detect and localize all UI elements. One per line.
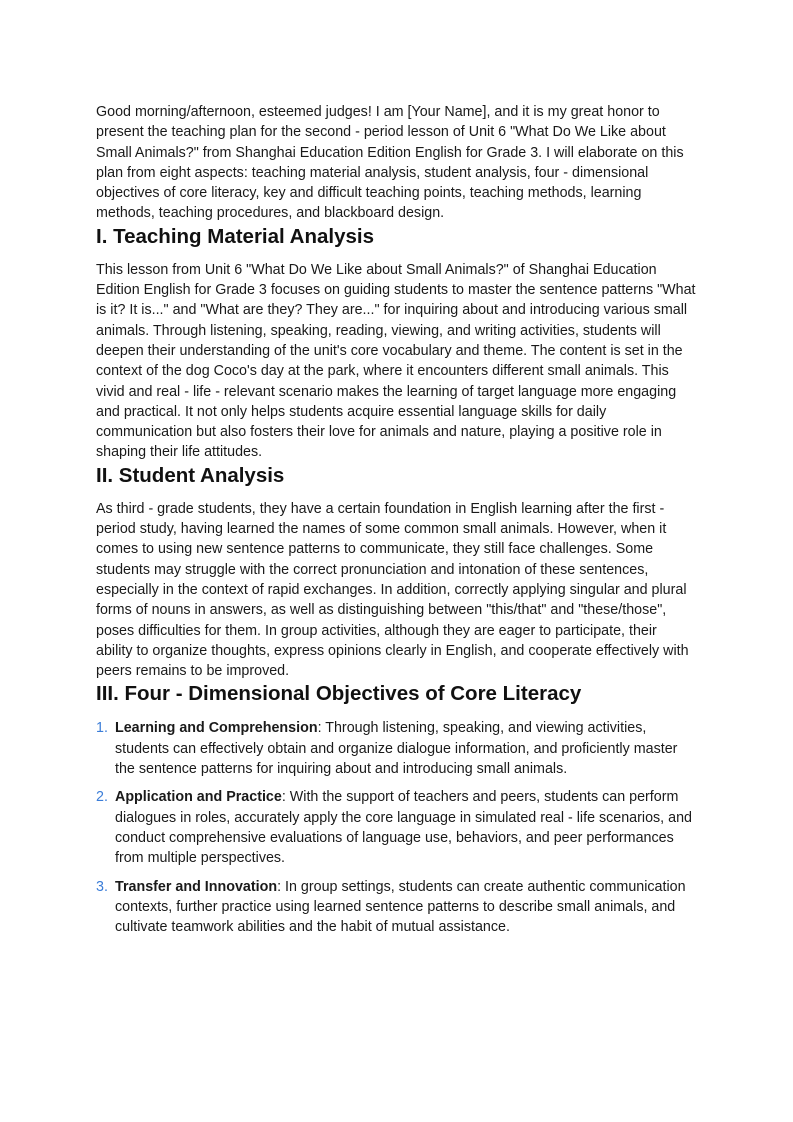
section-heading-student-analysis: II. Student Analysis [96,463,285,487]
objective-title: Application and Practice [115,789,282,806]
section-heading-teaching-material: I. Teaching Material Analysis [96,224,374,248]
intro-paragraph: Good morning/afternoon, esteemed judges! I am [Your Name], and it is my great honor to present the teaching plan for the second - period lesson of Unit 6 "What Do We Like about Small Animals?" from Shanghai Education Edition English for Grade 3. I will elaborate on this plan from eight aspects: teaching material analysis, student analysis, four - dimensional objectives of core literacy, key and difficult teaching points, teaching methods, learning methods, teaching procedures, and blackboard design. [96,104,684,222]
list-item [96,718,696,779]
teaching-material-paragraph: This lesson from Unit 6 "What Do We Like about Small Animals?" of Shanghai Education Edition English for Grade 3 focuses on guiding students to master the sentence patterns "What is it? It is..." and "What are they? They are..." for inquiring about and introducing various small animals. Through listening, speaking, reading, viewing, and writing activities, students will deepen their understanding of the unit's core vocabulary and theme. The content is set in the context of the dog Coco's day at the park, where it encounters different small animals. This vivid and real - life - relevant scenario makes the learning of target language more engaging and practical. It not only helps students acquire essential language skills for daily communication but also fosters their love for animals and nature, playing a positive role in shaping their life attitudes. [96,261,696,461]
list-number: 2. [96,789,108,806]
objective-title: Learning and Comprehension [115,720,318,737]
list-number: 3. [96,878,108,895]
objectives-list [96,718,696,937]
list-number: 1. [96,720,108,737]
objective-title: Transfer and Innovation [115,878,278,895]
document-page [96,102,696,945]
objective-text: : With the support of teachers and peers, students can perform dialogues in roles, accurately apply the core language in simulated real - life scenarios, and conduct comprehensive evaluations of language use, behaviors, and peer performances from multiple perspectives. [115,789,692,867]
student-analysis-paragraph: As third - grade students, they have a certain foundation in English learning after the first - period study, having learned the names of some common small animals. However, when it comes to using new sentence patterns to communicate, they still face challenges. Some students may struggle with the correct pronunciation and intonation of these sentences, especially in the context of rapid exchanges. In addition, correctly applying singular and plural forms of nouns in answers, as well as distinguishing between "this/that" and "these/those", poses difficulties for them. In group activities, although they are eager to participate, their ability to organize thoughts, express opinions clearly in English, and cooperate effectively with peers remains to be improved. [96,500,689,680]
objective-text: : In group settings, students can create authentic communication contexts, further practice using learned sentence patterns to describe small animals, and cultivate teamwork abilities and the habit of mutual assistance. [115,878,686,936]
objective-text: : Through listening, speaking, and viewing activities, students can effectively obtain and organize dialogue information, and proficiently master the sentence patterns for inquiring about and introducing small animals. [115,720,678,778]
list-item [96,877,696,938]
section-heading-objectives: III. Four - Dimensional Objectives of Core Literacy [96,682,582,706]
list-item [96,787,696,868]
